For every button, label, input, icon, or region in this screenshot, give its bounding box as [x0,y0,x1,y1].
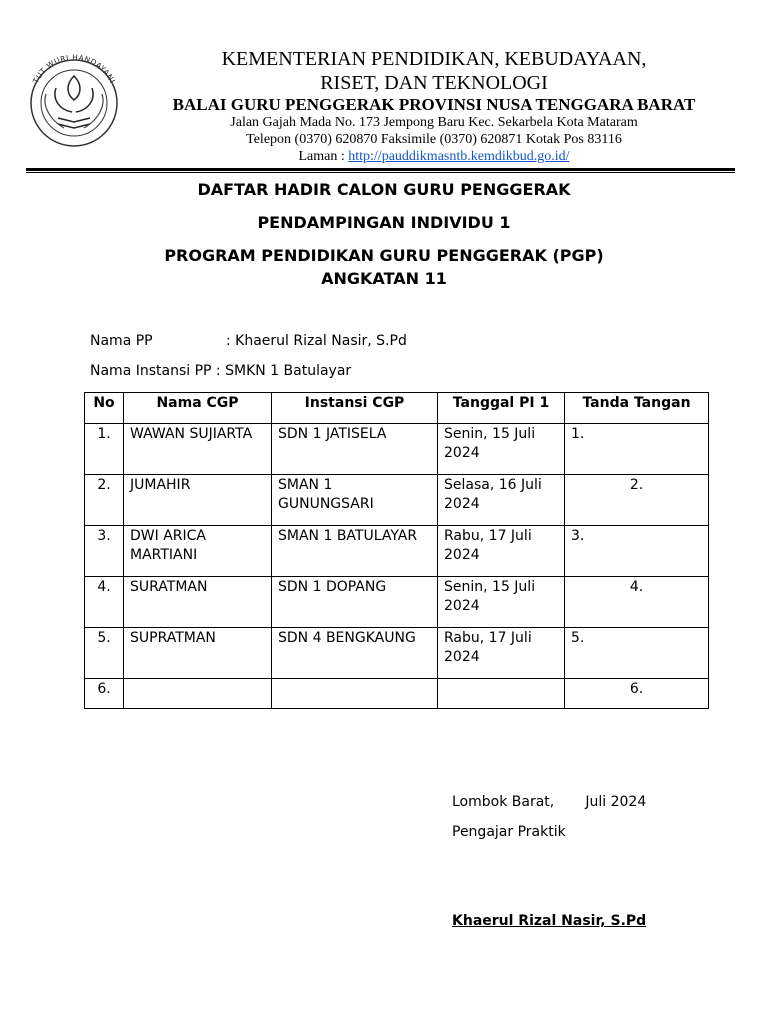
letterhead-divider [26,168,735,171]
row-instansi: SMAN 1 BATULAYAR [272,526,438,577]
header-nama-cgp: Nama CGP [124,393,272,424]
header-instansi-cgp: Instansi CGP [272,393,438,424]
table-row [85,424,709,475]
header-no: No [85,393,124,424]
table-row [85,526,709,577]
document-subtitle: PENDAMPINGAN INDIVIDU 1 [257,213,511,232]
letterhead-website [100,148,768,165]
row-tanggal [438,679,565,709]
table-row [85,628,709,679]
row-tanggal: Senin, 15 Juli 2024 [438,424,565,475]
letterhead-ministry-2: RISET, DAN TEKNOLOGI [320,72,548,94]
row-tanggal: Selasa, 16 Juli 2024 [438,475,565,526]
signature-role: Pengajar Praktik [452,824,566,840]
document-title: DAFTAR HADIR CALON GURU PENGGERAK [197,180,571,199]
letterhead-divider-thin [26,172,735,173]
svg-text:TUT WURI HANDAYANI: TUT WURI HANDAYANI [31,52,117,85]
letterhead-phone: Telepon (0370) 620870 Faksimile (0370) 620871 Kotak Pos 83116 [246,132,622,147]
letterhead-ministry: KEMENTERIAN PENDIDIKAN, KEBUDAYAAN, [221,48,647,70]
row-signature: 3. [565,526,709,577]
letterhead-address: Jalan Gajah Mada No. 173 Jempong Baru Kec. Sekarbela Kota Mataram [230,115,638,130]
signature-name: Khaerul Rizal Nasir, S.Pd [452,913,647,929]
row-nama: DWI ARICA MARTIANI [124,526,272,577]
row-signature: 4. [565,577,709,628]
row-no: 5. [85,628,124,679]
row-instansi: SDN 1 DOPANG [272,577,438,628]
row-tanggal: Rabu, 17 Juli 2024 [438,526,565,577]
nama-pp-label: Nama PP [90,333,153,349]
table-header-row [85,393,709,424]
row-nama [124,679,272,709]
signature-place-date: Lombok Barat, Juli 2024 [452,794,647,810]
website-label: Laman : [298,149,349,164]
row-nama: WAWAN SUJIARTA [124,424,272,475]
row-nama: SURATMAN [124,577,272,628]
header-tanggal: Tanggal PI 1 [438,393,565,424]
row-tanggal: Senin, 15 Juli 2024 [438,577,565,628]
row-no: 1. [85,424,124,475]
field-instansi-pp [90,362,351,380]
row-no: 2. [85,475,124,526]
nama-pp-value: : Khaerul Rizal Nasir, S.Pd [226,333,407,349]
row-signature: 5. [565,628,709,679]
table-row [85,577,709,628]
table-row [85,679,709,709]
row-signature: 1. [565,424,709,475]
row-instansi: SMAN 1 GUNUNGSARI [272,475,438,526]
row-signature: 6. [565,679,709,709]
row-instansi: SDN 1 JATISELA [272,424,438,475]
instansi-pp-label: Nama Instansi PP [90,363,212,379]
website-link[interactable]: http://pauddikmasntb.kemdikbud.go.id/ [348,149,570,164]
letterhead-institution: BALAI GURU PENGGERAK PROVINSI NUSA TENGGARA BARAT [172,95,696,114]
field-nama-pp [90,332,407,350]
instansi-pp-value: : SMKN 1 Batulayar [211,363,352,379]
row-no: 4. [85,577,124,628]
table-row [85,475,709,526]
program-title: PROGRAM PENDIDIKAN GURU PENGGERAK (PGP) [164,246,604,265]
cohort-title: ANGKATAN 11 [321,269,447,288]
header-tanda-tangan: Tanda Tangan [565,393,709,424]
row-signature: 2. [565,475,709,526]
row-tanggal: Rabu, 17 Juli 2024 [438,628,565,679]
attendance-table [84,392,709,709]
row-instansi [272,679,438,709]
row-no: 6. [85,679,124,709]
row-no: 3. [85,526,124,577]
row-nama: JUMAHIR [124,475,272,526]
row-instansi: SDN 4 BENGKAUNG [272,628,438,679]
row-nama: SUPRATMAN [124,628,272,679]
